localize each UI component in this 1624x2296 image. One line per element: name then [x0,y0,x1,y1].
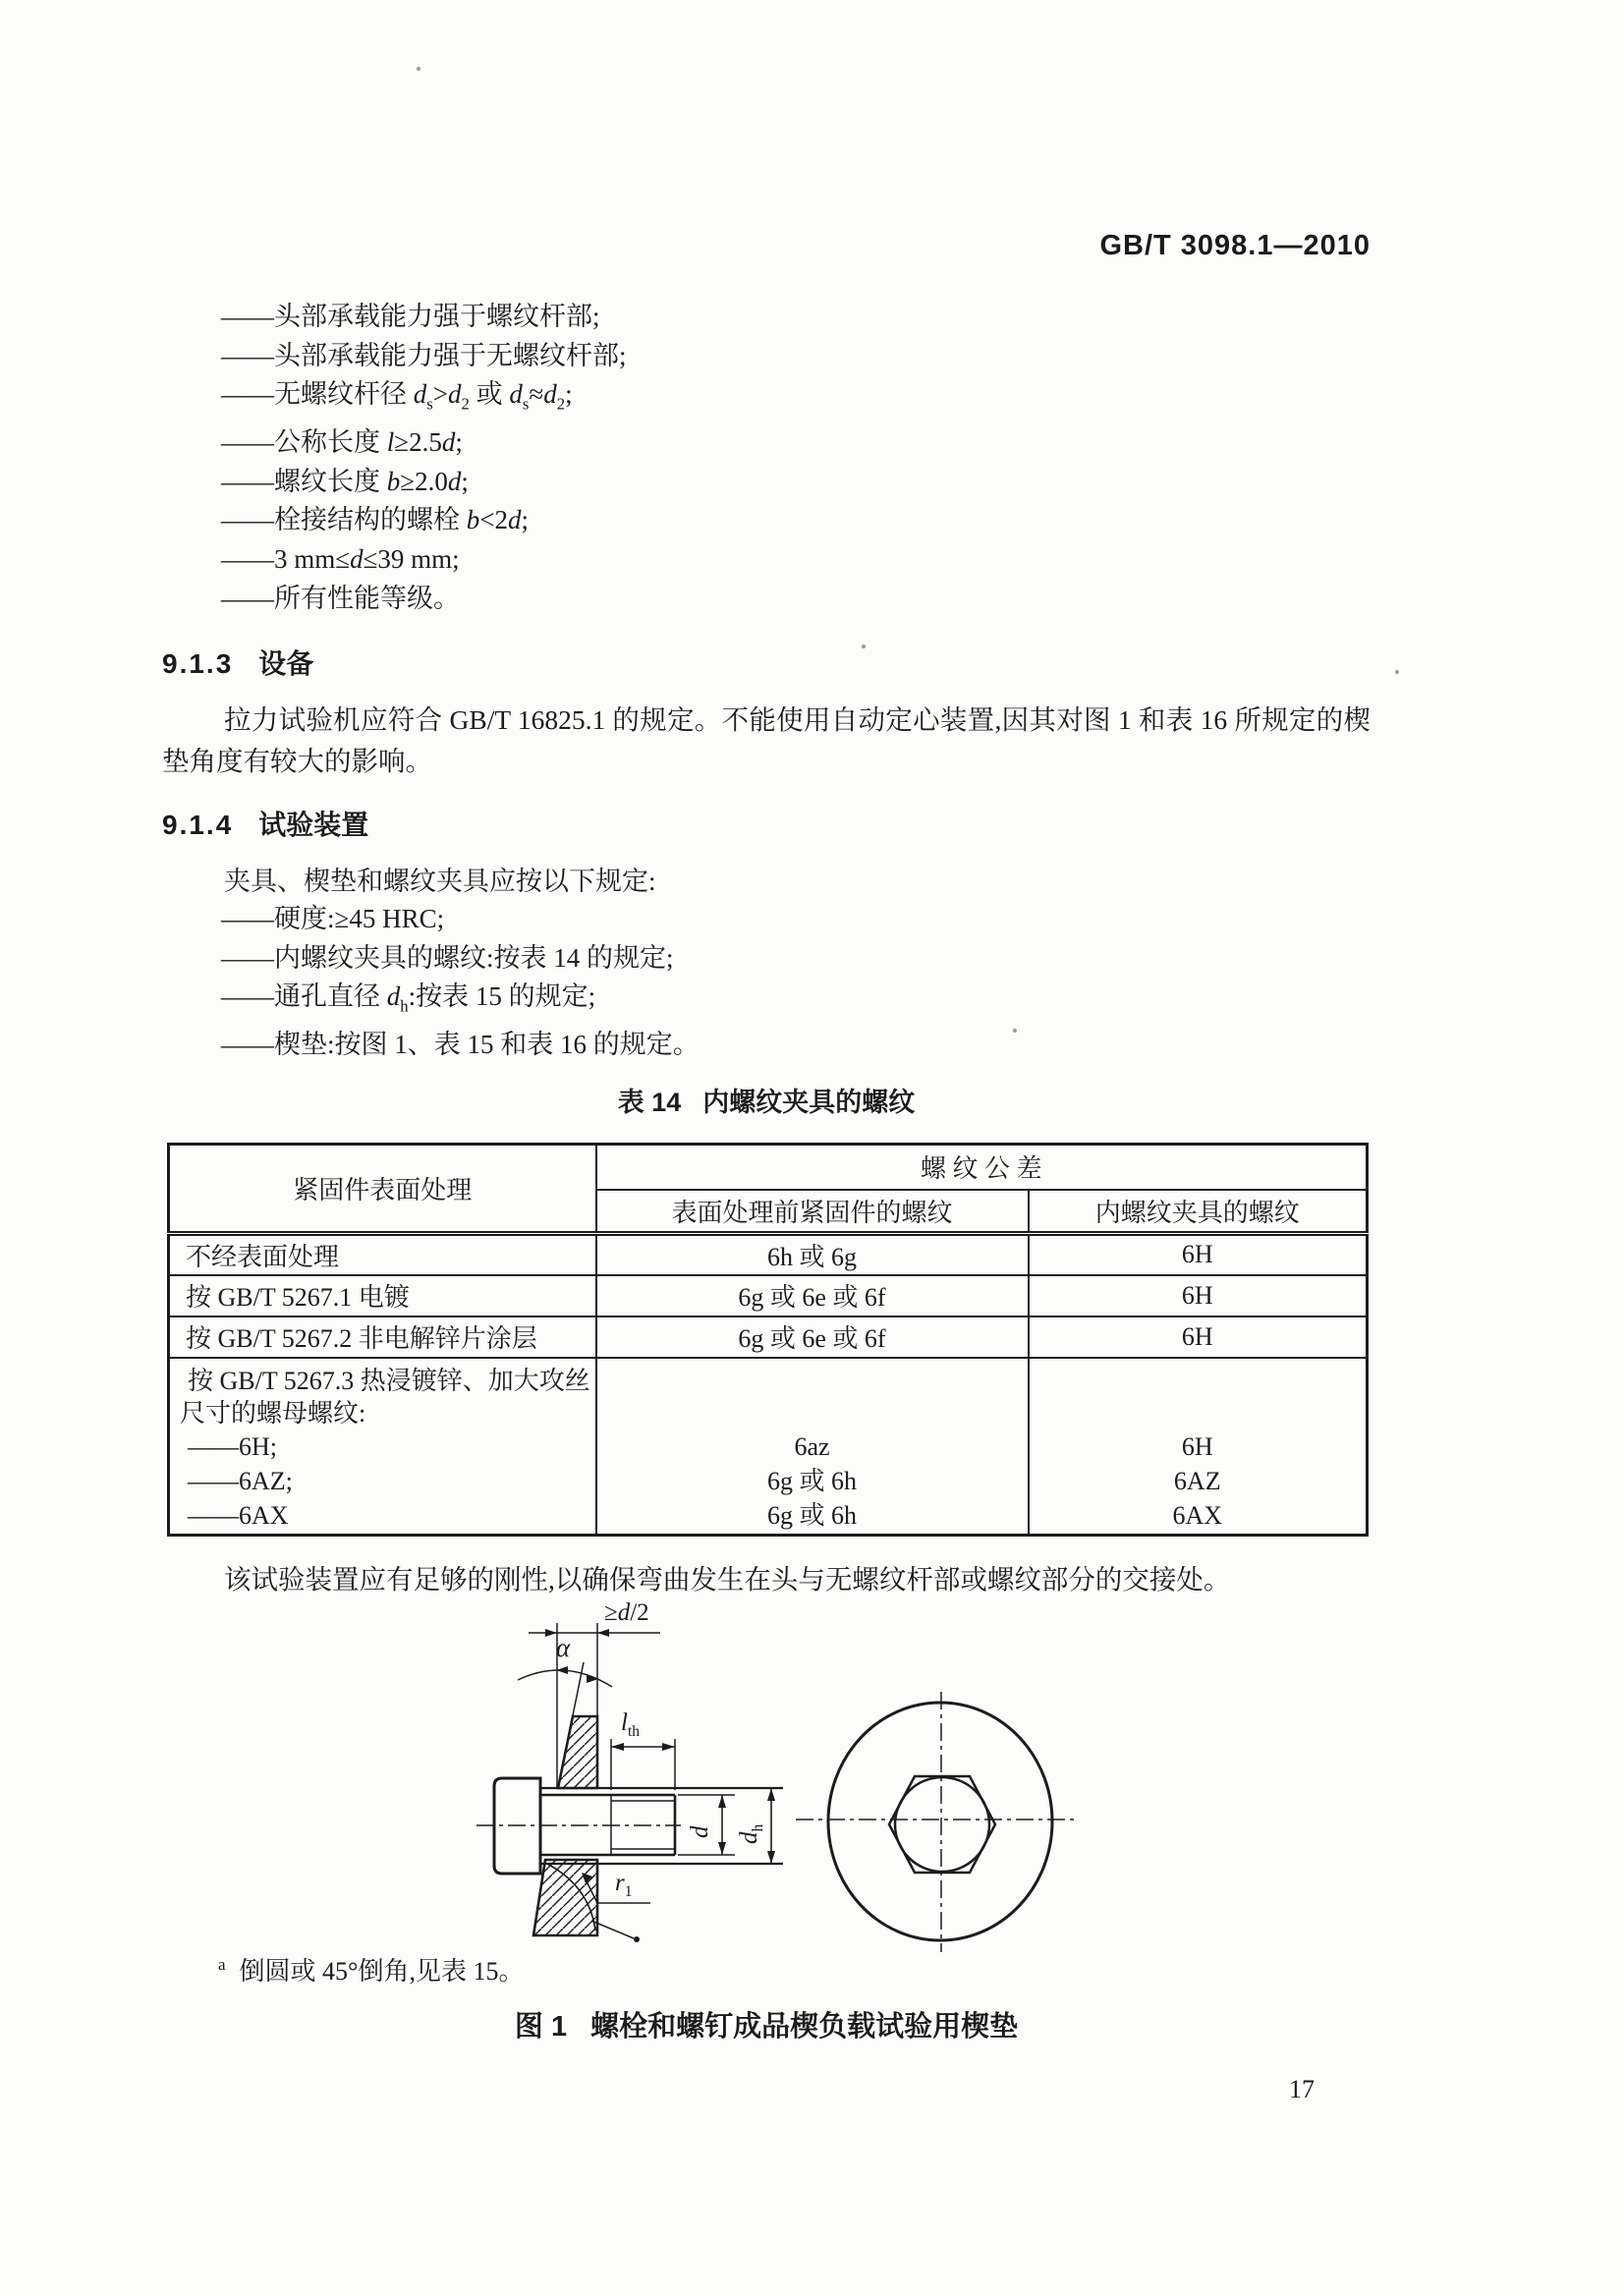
list-item: ——内螺纹夹具的螺纹:按表 14 的规定; [221,942,674,973]
group-line: ——6AX [188,1500,289,1530]
label-fillet-radius: $r_1$ [615,1870,633,1900]
list-item: ——3 mm≤d≤39 mm; [221,543,460,574]
scan-speck [417,67,420,71]
section-heading-913 [162,643,313,682]
figure-front-view [796,1692,1076,1952]
column-header-surface-treatment: 紧固件表面处理 [169,1145,596,1234]
figure-caption [162,2004,1371,2044]
fixture-intro [224,863,656,902]
table-row [169,1275,1368,1316]
cell-thread: 6g 或 6e 或 6f [596,1275,1029,1316]
list-item: ——螺纹长度 b≥2.0d; [221,466,469,496]
list-item: ——通孔直径 $d_h$:按表 15 的规定; [221,981,596,1016]
list-item: ——楔垫:按图 1、表 15 和表 16 的规定。 [221,1030,700,1060]
list-item: ——头部承载能力强于无螺纹杆部; [221,340,627,370]
section-heading-914 [162,804,368,843]
cell-treatment-group [169,1358,596,1536]
fixture-list [221,900,700,1065]
cell-treatment: 按 GB/T 5267.2 非电解锌片涂层 [169,1316,596,1358]
list-item: ——头部承载能力强于螺纹杆部; [221,302,600,331]
requirements-list [221,298,627,618]
group-line: ——6AZ; [188,1466,293,1495]
scan-speck [1013,1029,1017,1033]
list-item: ——所有性能等级。 [221,583,460,613]
wedge-test-drawing [422,1594,1110,1957]
label-wedge-offset: ≥d/2 [604,1599,649,1626]
paragraph-rigidity: 该试验装置应有足够的刚性,以确保弯曲发生在头与无螺纹杆部或螺纹部分的交接处。 [224,1564,1231,1595]
label-hole-diameter: $d_h$ [736,1823,766,1844]
group-line: 6AX [1172,1500,1223,1530]
group-line [1030,1398,1367,1429]
section-number: 9.1.4 [162,810,234,840]
doc-code: GB/T 3098.1—2010 [1099,230,1371,261]
table-caption [162,1081,1371,1119]
group-line: 尺寸的螺母螺纹: [180,1398,366,1428]
group-line: 6H [1181,1431,1213,1461]
group-line: 按 GB/T 5267.3 热浸镀锌、加大攻丝 [188,1366,590,1395]
table-row [169,1316,1368,1358]
figure-title: 螺栓和螺钉成品楔负载试验用楔垫 [590,2011,1019,2043]
table-thread-tolerance [167,1143,1369,1537]
paragraph-equipment: 拉力试验机应符合 GB/T 16825.1 的规定。不能使用自动定心装置,因其对图 1 和表 16 所规定的楔垫角度有较大的影响。 [162,704,1371,776]
group-line [1030,1365,1367,1398]
label-angle: α [556,1633,571,1662]
group-line: 6AZ [1173,1466,1221,1495]
section-title: 设备 [258,648,314,679]
label-thread-length: $l_{th}$ [621,1709,641,1740]
column-header-before-treatment: 表面处理前紧固件的螺纹 [596,1190,1029,1234]
group-line [597,1365,1028,1398]
scan-speck [1395,670,1399,674]
group-line: 6g 或 6h [766,1466,857,1495]
cell-treatment: 按 GB/T 5267.1 电镀 [169,1275,596,1316]
group-line: ——6H; [188,1431,277,1461]
cell-treatment: 不经表面处理 [169,1234,596,1275]
section-number: 9.1.3 [162,648,234,679]
table-title: 内螺纹夹具的螺纹 [702,1088,916,1117]
cell-gauge: 6H [1029,1316,1368,1358]
figure-number: 图 1 [514,2011,568,2043]
section-title: 试验装置 [258,810,369,840]
table-row [169,1234,1368,1275]
cell-thread: 6g 或 6e 或 6f [596,1316,1029,1358]
table-row-group [169,1358,1368,1536]
label-diameter: d [687,1825,713,1838]
footnote-text: 倒圆或 45°倒角,见表 15。 [239,1957,525,1986]
intro-line: 夹具、楔垫和螺纹夹具应按以下规定: [224,867,656,896]
figure-footnote [218,1951,524,1988]
cell-gauge-group [1029,1358,1368,1536]
figure-wedge-test [422,1594,1110,1957]
cell-thread: 6h 或 6g [596,1234,1029,1275]
group-line: 6g 或 6h [766,1500,857,1530]
group-header-thread-tolerance: 螺 纹 公 差 [596,1145,1368,1190]
footnote-marker: a [218,1955,226,1975]
list-item: ——硬度:≥45 HRC; [221,904,445,933]
list-item: ——公称长度 l≥2.5d; [221,427,463,458]
cell-thread-group [596,1358,1029,1536]
cell-gauge: 6H [1029,1234,1368,1275]
page-number: 17 [1289,2075,1315,2103]
cell-gauge: 6H [1029,1275,1368,1316]
column-header-gauge-thread: 内螺纹夹具的螺纹 [1029,1190,1368,1234]
table-number: 表 14 [617,1088,682,1117]
list-item: ——无螺纹杆径 $d_s>d_2$ 或 $d_s\approx d_2$; [221,379,573,414]
scan-speck [862,644,866,648]
list-item: ——栓接结构的螺栓 b<2d; [221,505,529,535]
group-line [597,1398,1028,1429]
group-line: 6az [794,1431,830,1461]
